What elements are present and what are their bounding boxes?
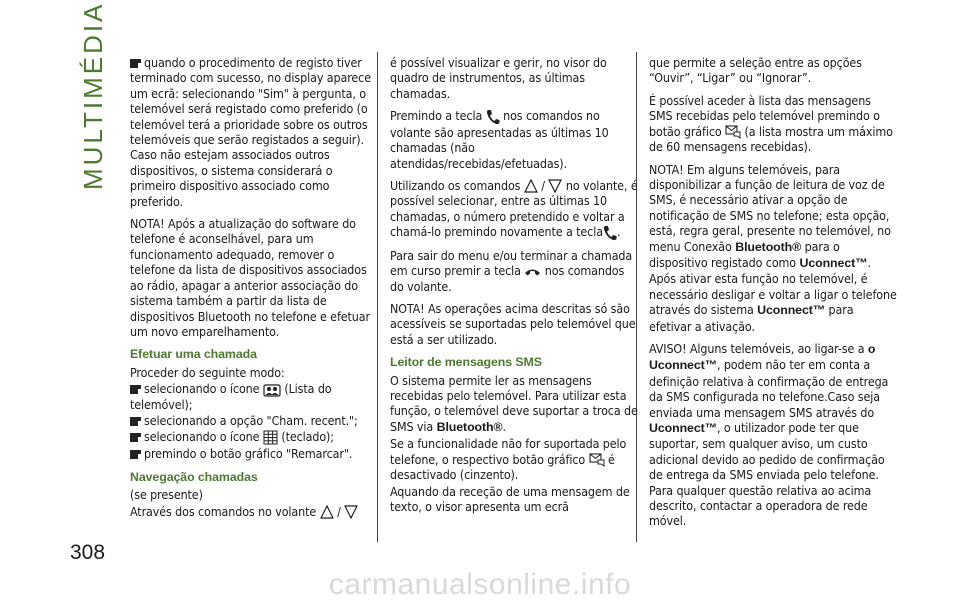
heading-sms-reader: Leitor de mensagens SMS (390, 355, 542, 370)
watermark: carmanualsonline.info (328, 568, 632, 601)
keypad-icon (263, 430, 278, 445)
bullet-text: selecionando o ícone (144, 381, 260, 397)
phone-hangup-icon (524, 267, 541, 276)
heading-call-navigation: Navegação chamadas (130, 469, 258, 484)
paragraph: é possível visualizar e gerir, no visor do quadro de instrumentos, as últimas chamadas. (390, 55, 607, 101)
phonebook-icon (263, 383, 281, 397)
column-3: que permite a seleção entre as opções “Ouvir”, “Ligar” ou “Ignorar”. É possível aceder à lista das mensagens SMS recebidas pelo telemóvel premindo o botão gráfico (a lista mostra um máximo de 60 mensagens recebidas). NOTA! Em alguns telemóveis, para disponibilizar a função de leitura de voz de SMS, é necessário ativar a opção de notificação de SMS no telefone; esta opção, está, regra geral, presente no telemóvel, no menu Conexão Bluetooth® para o dispositivo registado como Uconnect™. Após ativar esta função no telemóvel, é necessário desligar e voltar a ligar o telefone através do sistema Uconnect™ para efetivar a ativação. AVISO! Alguns telemóveis, ao ligar-se a o Uconnect™, podem não ter em conta a definição relativa à confirmação de entrega da SMS configurada no telefone.Caso seja enviada uma mensagem SMS através do Uconnect™, o utilizador pode ter que suportar, sem qualquer aviso, um custo adicional devido ao pedido de confirmação de entrega da SMS enviada pelo telefone. Para qualquer questão relativa ao acima descrito, contactar a operadora de rede móvel. (649, 55, 897, 529)
bullet-text: selecionando a opção "Cham. recent."; (144, 413, 358, 429)
bullet-icon (130, 59, 141, 68)
column-2: é possível visualizar e gerir, no visor do quadro de instrumentos, as últimas chamadas. Premindo a tecla nos comandos no volante são apresentadas as últimas 10 chamadas (não atendidas/recebidas/efetuadas). Utilizando os comandos / no volante, é possível selecionar, entre as últimas 10 chamadas, o número pretendido e voltar a chamá-lo premindo novamente a tecla . Para sair do menu e/ou terminar a chamada em curso premir a tecla nos comandos do volante. NOTA! As operações acima descritas só são acessíveis se suportadas pelo telemóvel que está a ser utilizado. Leitor de mensagens SMS O sistema permite ler as mensagens recebidas pelo telemóvel. Para utilizar esta função, o telemóvel deve suportar a troca de SMS via Bluetooth®. Se a funcionalidade não for suportada pelo telefone, o respectivo botão gráfico é desactivado (cinzento). Aquando da receção de uma mensagem de texto, o visor apresenta um ecrã (390, 55, 638, 514)
paragraph: (se presente) (130, 487, 203, 503)
bullet-icon (130, 417, 141, 426)
phone-call-icon (486, 109, 500, 125)
note-paragraph: NOTA! Após a atualização do software do telefone é aconselhável, para um funcionamento adequado, remover o telefone da lista de dispositivos associados ao rádio, apagar a anterior associação do sistema também a partir da lista de dispositivos Bluetooth no telefone e efetuar um novo emparelhamento. (130, 216, 370, 339)
note-paragraph: NOTA! As operações acima descritas só são acessíveis se suportadas pelo telemóvel que está a ser utilizado. (390, 300, 636, 347)
bullet-icon (130, 450, 141, 459)
bullet-text: premindo o botão gráfico "Remarcar". (144, 446, 353, 462)
column-1: quando o procedimento de registo tiver terminado com sucesso, no display aparece um ecrã: selecionando "Sim" à pergunta, o telemóvel será registado como preferido (o telemóvel terá a prioridade sobre os outros telemóveis que serão registados a seguir). Caso não estejam associados outros dispositivos, o sistema considerará o primeiro dispositivo associado como preferido. NOTA! Após a atualização do software do telefone é aconselhável, para um funcionamento adequado, remover o telefone da lista de dispositivos associados ao rádio, apagar a anterior associação do sistema também a partir da lista de dispositivos Bluetooth no telefone e efetuar um novo emparelhamento. Efetuar uma chamada Proceder do seguinte modo: selecionando o ícone (Lista do telemóvel); selecionando a opção "Cham. recent."; selecionando o ícone (teclado); premindo o botão gráfico "Remarcar". Navegação chamadas (se presente) Através dos comandos no volante / (130, 55, 378, 526)
phone-call-icon (603, 225, 617, 241)
bullet-text: quando o procedimento de registo tiver terminado com sucesso, no display aparece um ecrã: selecionando "Sim" à pergunta, o telemóvel será registado como preferido (o telemóvel terá a prioridade sobre os outros telemóveis que serão registados a seguir). Caso não estejam associados outros dispositivos, o sistema considerará o primeiro dispositivo associado como preferido. (130, 55, 371, 209)
sms-message-icon (725, 125, 741, 139)
paragraph: Proceder do seguinte modo: (130, 364, 285, 380)
bullet-icon (130, 385, 141, 394)
paragraph: que permite a seleção entre as opções “Ouvir”, “Ligar” ou “Ignorar”. (649, 55, 862, 86)
bullet-text: selecionando o ícone (144, 429, 260, 445)
page-number: 308 (70, 541, 106, 564)
sms-message-icon (589, 453, 605, 467)
arrow-down-icon (344, 505, 358, 519)
arrow-down-icon (548, 179, 562, 193)
section-title: MULTIMÉDIA (78, 1, 108, 190)
paragraph: Aquando da receção de uma mensagem de texto, o visor apresenta um ecrã (390, 483, 630, 514)
arrow-up-icon (524, 179, 538, 193)
arrow-up-icon (320, 505, 334, 519)
heading-make-call: Efetuar uma chamada (130, 347, 257, 362)
bullet-icon (130, 433, 141, 442)
